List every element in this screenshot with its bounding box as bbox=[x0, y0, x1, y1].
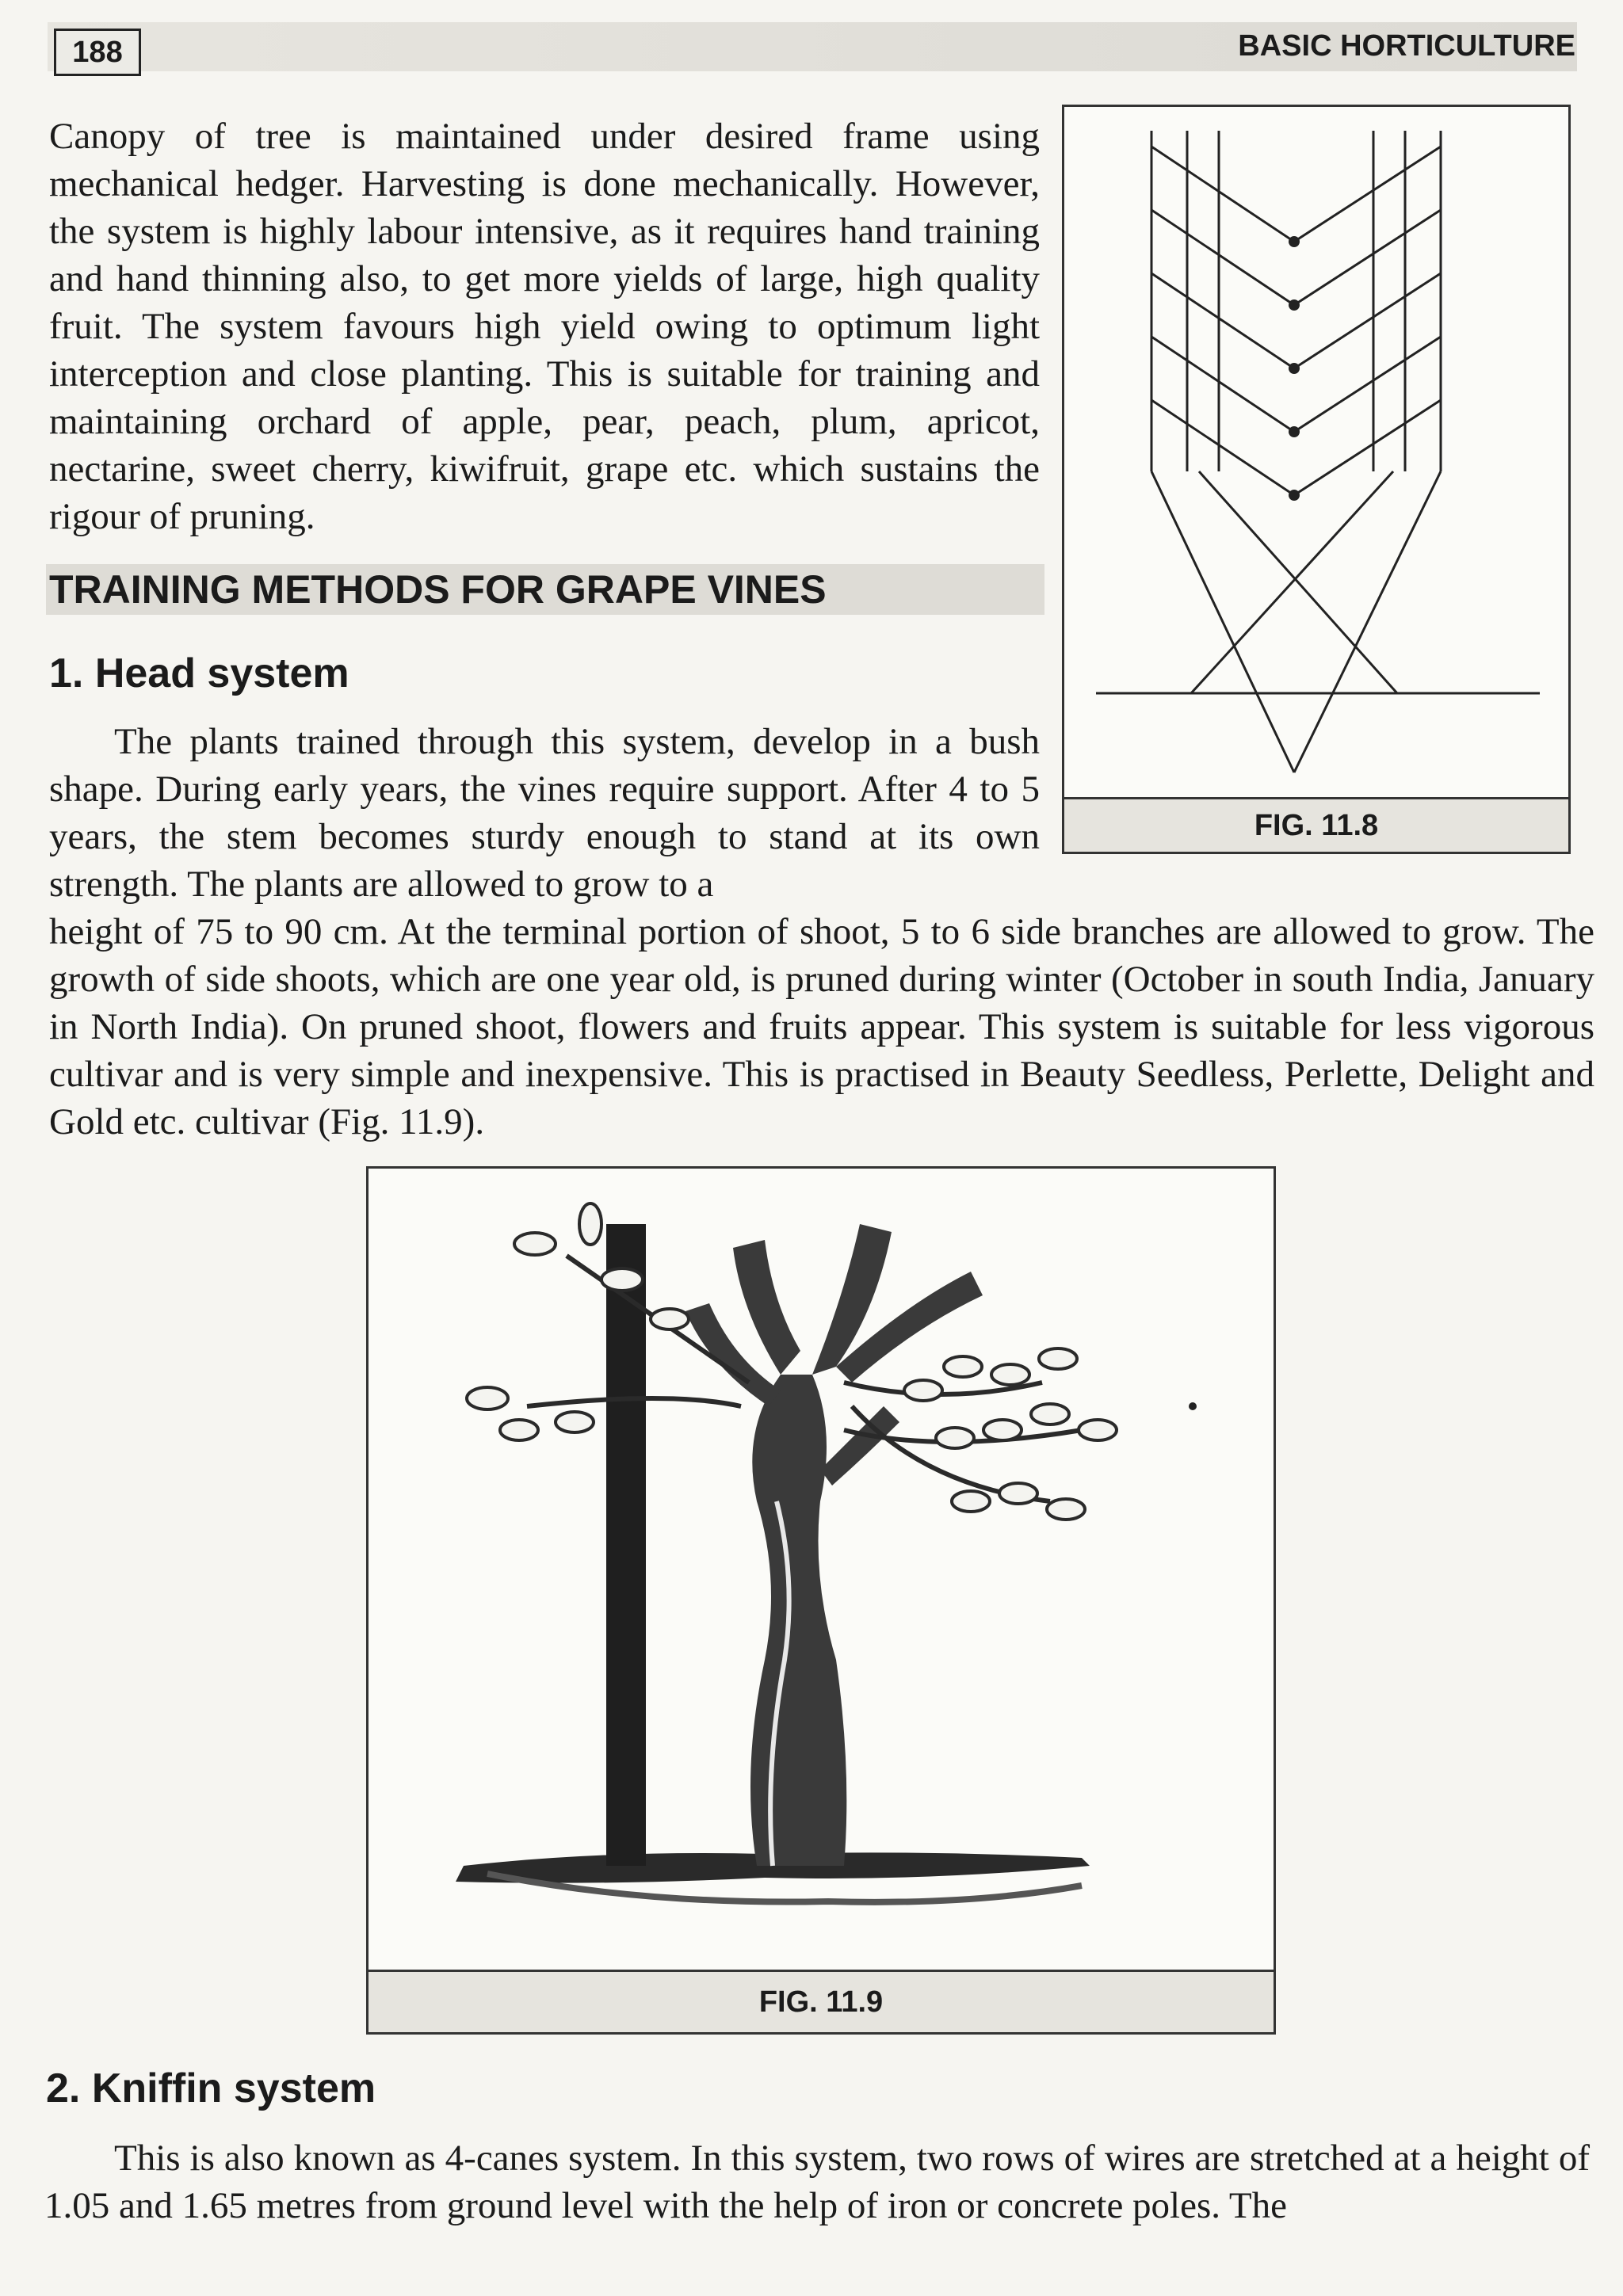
kniffin-system-heading: 2. Kniffin system bbox=[46, 2065, 376, 2111]
section-title: TRAINING METHODS FOR GRAPE VINES bbox=[49, 567, 827, 612]
figure-11-8-caption: FIG. 11.8 bbox=[1064, 797, 1568, 852]
head-system-heading: 1. Head system bbox=[49, 650, 349, 696]
kniffin-system-paragraph: This is also known as 4-canes system. In this system, two rows of wires are stretched at a height of 1.05 and 1.65 metres from ground level with the help of iron or concrete poles. The bbox=[44, 2138, 1590, 2226]
figure-11-8 bbox=[1062, 105, 1571, 854]
head-system-paragraph-top: The plants trained through this system, develop in a bush shape. During early years, the vines require support. After 4 to 5 years, the stem becomes sturdy enough to stand at its own strength. The plants are allowed to grow to a bbox=[49, 721, 1040, 905]
head-system-paragraph-bottom: height of 75 to 90 cm. At the terminal portion of shoot, 5 to 6 side branches are allowed to grow. The growth of side shoots, which are one year old, is pruned during winter (October in south India, January in North India). On pruned shoot, flowers and fruits appear. This system is suitable for less vigorous cultivar and is very simple and inexpensive. This is practised in Beauty Seedless, Perlette, Delight and Gold etc. cultivar (Fig. 11.9). bbox=[49, 911, 1594, 1142]
trellis-diagram bbox=[1064, 107, 1568, 796]
running-head: BASIC HORTICULTURE bbox=[1238, 29, 1575, 63]
intro-paragraph: Canopy of tree is maintained under desired frame using mechanical hedger. Harvesting is done mechanically. However, the system is highly labour intensive, as it requires hand training and hand thinning also, to get more yields of large, high quality fruit. The system favours high yield owing to optimum light interception and close planting. This is suitable for training and maintaining orchard of apple, pear, peach, plum, apricot, nectarine, sweet cherry, kiwifruit, grape etc. which sustains the rigour of pruning. bbox=[49, 116, 1040, 537]
figure-11-9-caption: FIG. 11.9 bbox=[369, 1970, 1274, 2032]
figure-11-9 bbox=[366, 1166, 1276, 2035]
page-number: 188 bbox=[54, 29, 141, 76]
head-system-vine-illustration bbox=[369, 1169, 1274, 1970]
